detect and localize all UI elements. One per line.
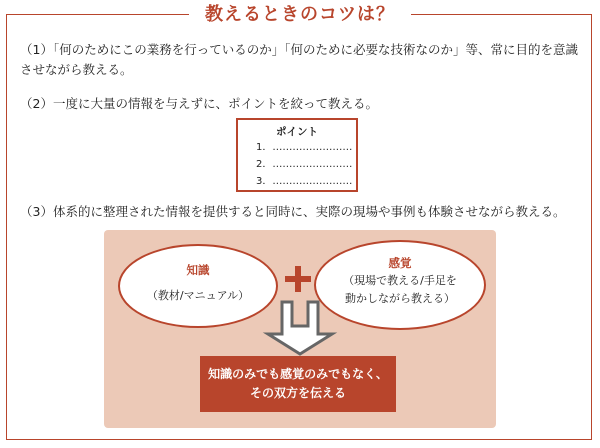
- title-bar: [0, 4, 600, 26]
- point-item: 3．……………………: [256, 176, 353, 187]
- paragraph-2: （2）一度に大量の情報を与えずに、ポイントを絞って教える。: [20, 96, 378, 111]
- result-box: [200, 356, 396, 412]
- page-title: 教えるときのコツは？: [189, 4, 411, 26]
- sense-body-line-1: （現場で教える/手足を: [343, 274, 457, 287]
- sense-body-line-2: 動かしながら教える）: [345, 292, 455, 305]
- result-line-1: 知識のみでも感覚のみでもなく、: [208, 367, 388, 381]
- point-box: [236, 118, 358, 192]
- plus-icon: [283, 264, 313, 294]
- result-line-2: その双方を伝える: [249, 386, 346, 400]
- point-box-title: ポイント: [276, 126, 318, 138]
- paragraph-1: （1）「何のためにこの業務を行っているのか」「何のために必要な技術なのか」等、常に目的を意識させながら教える。: [20, 42, 578, 77]
- down-arrow-icon: [260, 300, 340, 356]
- sense-title: 感覚: [388, 256, 412, 270]
- knowledge-ellipse: [118, 244, 278, 328]
- point-item: 1．……………………: [256, 142, 353, 153]
- knowledge-title: 知識: [186, 263, 210, 277]
- knowledge-body: （教材/マニュアル）: [146, 289, 250, 302]
- point-item: 2．……………………: [256, 159, 353, 170]
- paragraph-3: （3）体系的に整理された情報を提供すると同時に、実際の現場や事例も体験させながら教える。: [20, 204, 566, 219]
